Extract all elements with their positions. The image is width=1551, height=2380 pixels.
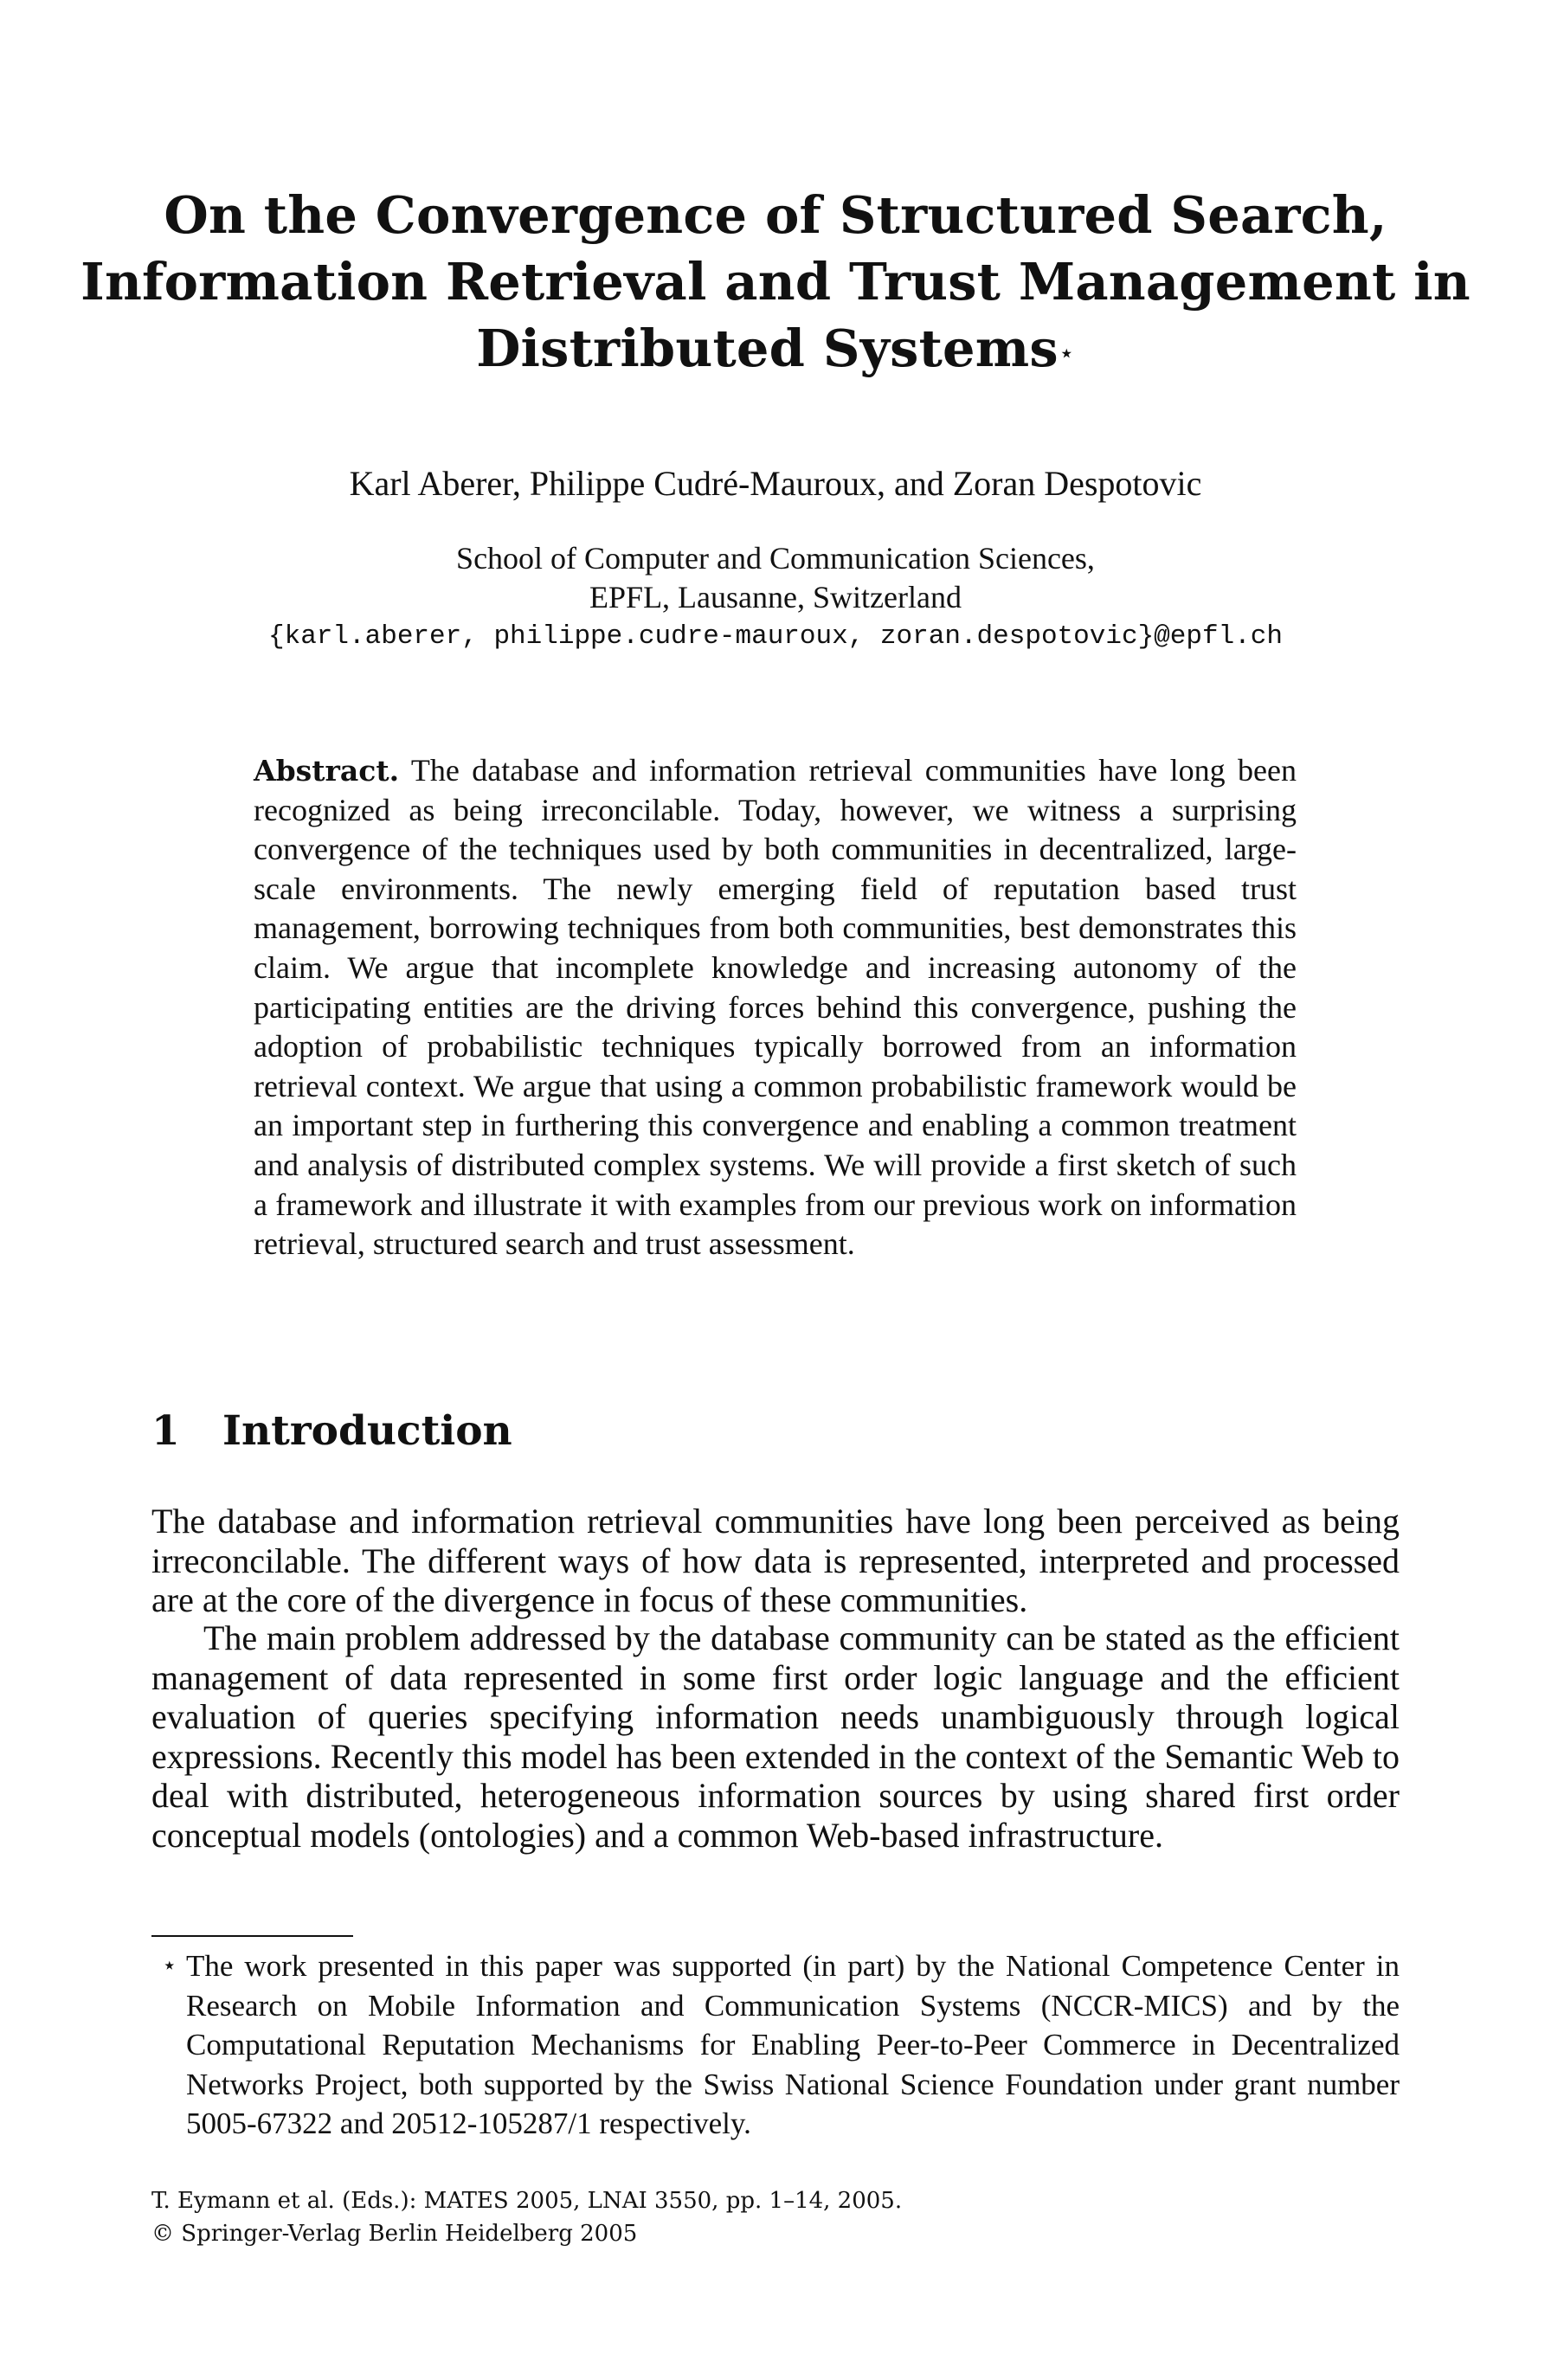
title-line: On the Convergence of Structured Search, [164, 185, 1387, 245]
citation-line: T. Eymann et al. (Eds.): MATES 2005, LNAI 3550, pp. 1–14, 2005. [151, 2188, 903, 2214]
body-paragraph: The main problem addressed by the database community can be stated as the efficient management of data represented in some first order logic language and the efficient evaluation of queries specifying information needs unambiguously through logical expressions. Recently this model has been extended in the context of the Semantic Web to deal with distributed, heterogeneous information sources by using shared first order conceptual models (ontologies) and a common Web-based infrastructure. [151, 1618, 1400, 1855]
section-number: 1 [151, 1407, 180, 1455]
footnote-marker: ⋆ [162, 1952, 177, 1979]
paper-title [0, 182, 1551, 382]
citation-block [151, 2184, 902, 2250]
section-title: Introduction [222, 1407, 512, 1455]
abstract [254, 751, 1297, 1264]
footnote-rule [151, 1935, 353, 1937]
title-line: Information Retrieval and Trust Management in [80, 252, 1471, 312]
body-paragraph: The database and information retrieval communities have long been perceived as being irreconcilable. The different ways of how data is represented, interpreted and processed are at the core of the divergence in focus of these communities. [151, 1502, 1400, 1619]
footnote-text: The work presented in this paper was supported (in part) by the National Competence Center in Research on Mobile Information and Communication Systems (NCCR-MICS) and by the Computational Reputation Mechanisms for Enabling Peer-to-Peer Commerce in Decentralized Networks Project, both supported by the Swiss National Science Foundation under grant number 5005-67322 and 20512-105287/1 respectively. [186, 1949, 1400, 2140]
title-footnote-marker: ⋆ [1058, 338, 1075, 369]
title-line [0, 315, 1551, 382]
title-line-text: Distributed Systems [476, 318, 1059, 378]
abstract-label: Abstract. [254, 754, 400, 788]
affiliation [0, 539, 1551, 617]
author-list: Karl Aberer, Philippe Cudré-Mauroux, and Zoran Despotovic [349, 464, 1202, 503]
affiliation-line: EPFL, Lausanne, Switzerland [589, 580, 962, 614]
author-emails: {karl.aberer, philippe.cudre-mauroux, zoran.despotovic}@epfl.ch [268, 621, 1283, 652]
copyright-line: © Springer-Verlag Berlin Heidelberg 2005 [151, 2221, 638, 2247]
abstract-text: The database and information retrieval communities have long been recognized as being irreconcilable. Today, however, we witness a surprising convergence of the techniques used by both communities in decentralized, large-scale environments. The newly emerging field of reputation based trust management, borrowing techniques from both communities, best demonstrates this claim. We argue that incomplete knowledge and increasing autonomy of the participating entities are the driving forces behind this convergence, pushing the adoption of probabilistic techniques typically borrowed from an information retrieval context. We argue that using a common probabilistic framework would be an important step in furthering this convergence and enabling a common treatment and analysis of distributed complex systems. We will provide a first sketch of such a framework and illustrate it with examples from our previous work on information retrieval, structured search and trust assessment. [254, 753, 1297, 1262]
affiliation-line: School of Computer and Communication Sciences, [456, 541, 1095, 576]
section-heading [151, 1407, 512, 1455]
footnote [151, 1946, 1400, 2144]
